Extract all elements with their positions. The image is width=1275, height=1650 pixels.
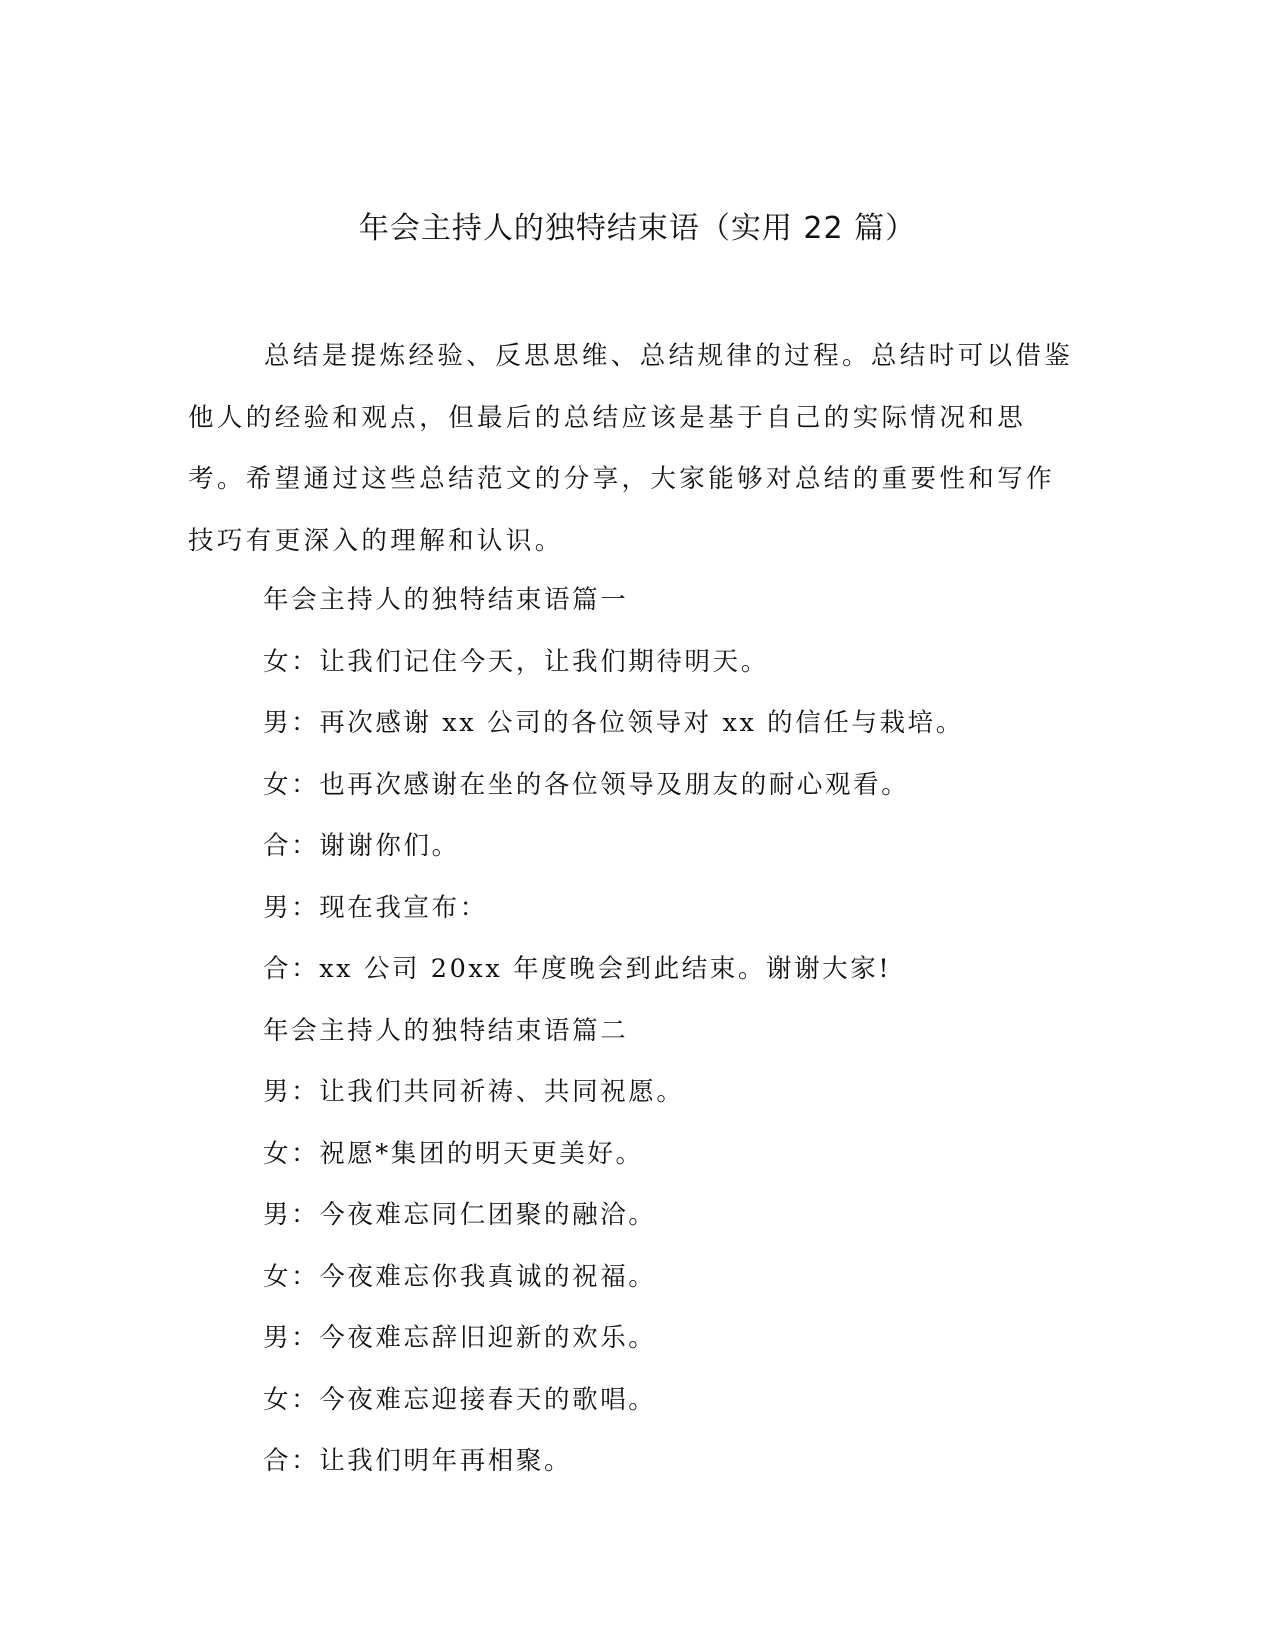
intro-paragraph: 总结是提炼经验、反思思维、总结规律的过程。总结时可以借鉴他人的经验和观点，但最后的总结应该是基于自己的实际情况和思考。希望通过这些总结范文的分享，大家能够对总结的重要性和写作技巧有更深入的理解和认识。 — [188, 341, 1074, 556]
dialogue-line: 女：也再次感谢在坐的各位领导及朋友的耐心观看。 — [263, 769, 910, 800]
dialogue-line: 女：祝愿*集团的明天更美好。 — [263, 1138, 644, 1169]
script-lines — [263, 570, 1143, 1493]
section-heading-2: 年会主持人的独特结束语篇二 — [263, 1015, 629, 1046]
dialogue-line: 合：xx 公司 20xx 年度晚会到此结束。谢谢大家! — [263, 954, 892, 984]
dialogue-line: 合：让我们明年再相聚。 — [263, 1446, 573, 1476]
dialogue-line: 男：让我们共同祈祷、共同祝愿。 — [263, 1077, 685, 1107]
section-heading-1: 年会主持人的独特结束语篇一 — [263, 585, 629, 615]
dialogue-line: 女：今夜难忘迎接春天的歌唱。 — [263, 1384, 657, 1415]
dialogue-line: 女：让我们记住今天，让我们期待明天。 — [263, 646, 769, 677]
dialogue-line: 男：今夜难忘同仁团聚的融洽。 — [263, 1200, 657, 1230]
dialogue-line: 男：现在我宣布： — [263, 892, 488, 923]
document-title: 年会主持人的独特结束语（实用 22 篇） — [358, 211, 917, 246]
dialogue-line: 男：再次感谢 xx 公司的各位领导对 xx 的信任与栽培。 — [263, 708, 964, 738]
dialogue-line: 合：谢谢你们。 — [263, 831, 460, 861]
dialogue-line: 女：今夜难忘你我真诚的祝福。 — [263, 1261, 657, 1292]
dialogue-line: 男：今夜难忘辞旧迎新的欢乐。 — [263, 1323, 657, 1353]
